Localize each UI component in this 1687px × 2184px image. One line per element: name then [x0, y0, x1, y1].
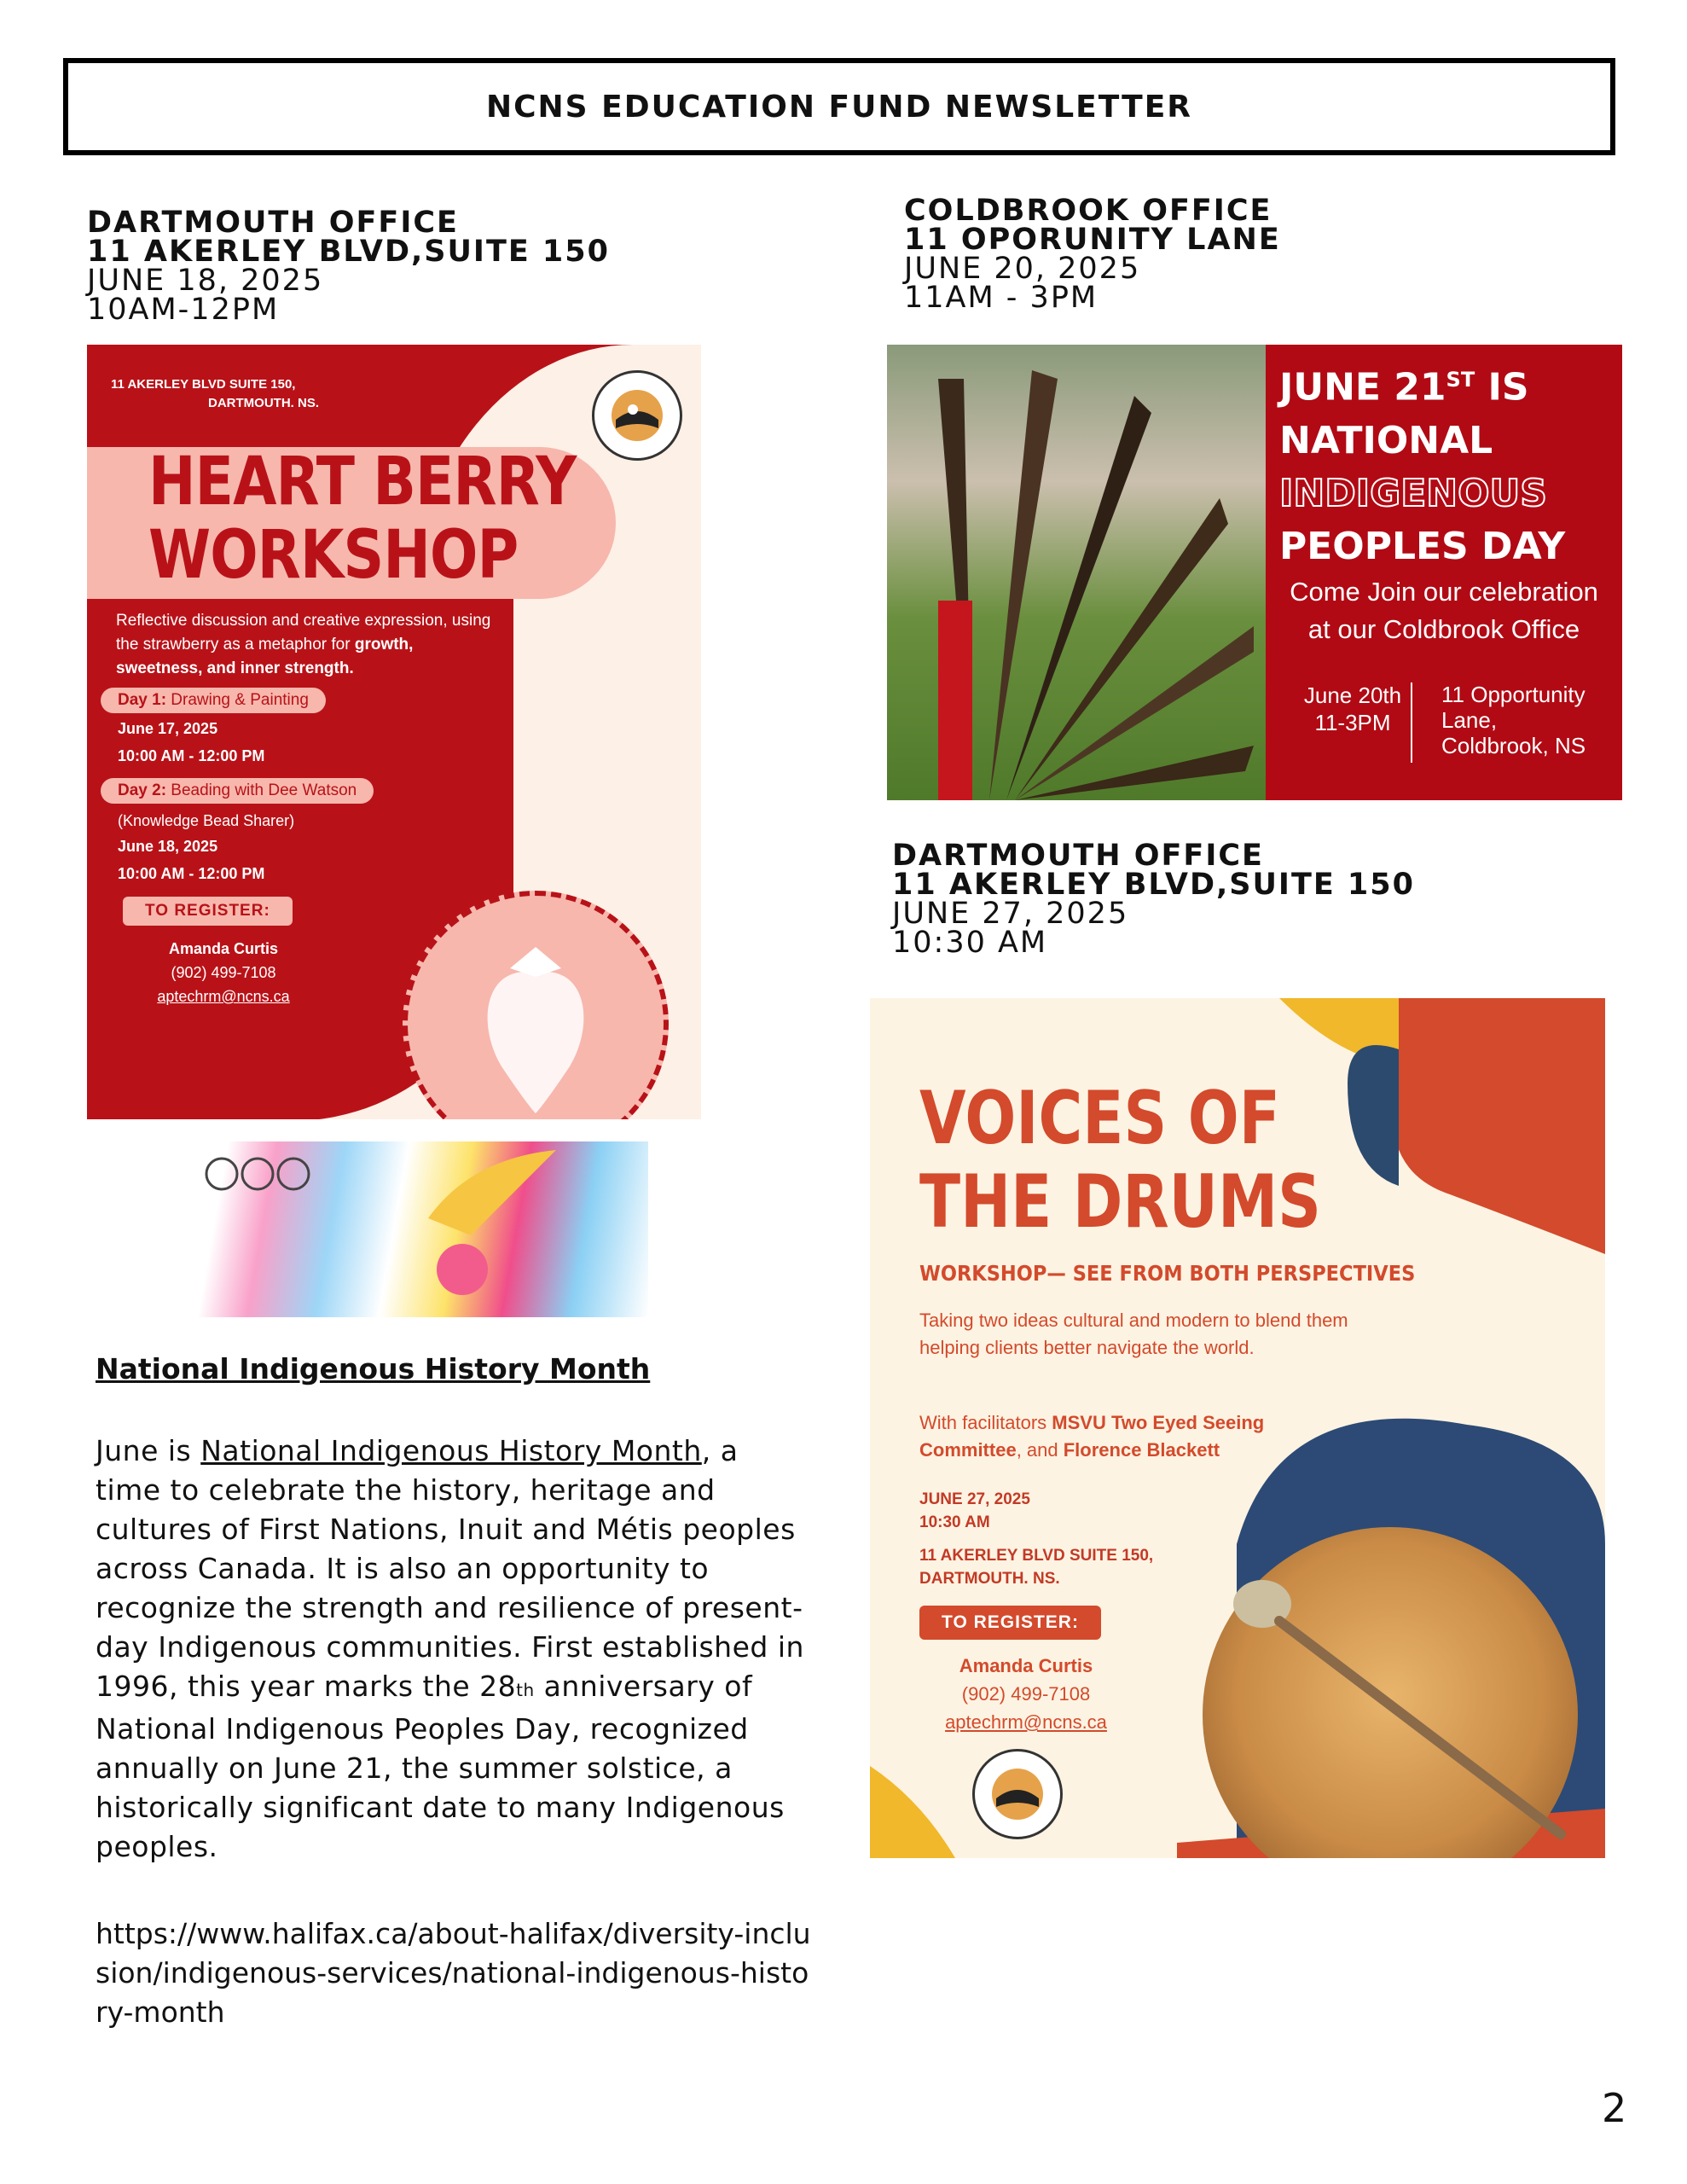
drums-datetime [919, 1488, 1030, 1534]
title-line: HEART BERRY [148, 444, 577, 520]
event-address: 11 OPORUNITY LANE [904, 223, 1281, 257]
day2-pill [101, 778, 374, 804]
newsletter-title: NCNS EDUCATION FUND NEWSLETTER [485, 89, 1193, 125]
title-line: VOICES OF [919, 1076, 1280, 1161]
contact-email[interactable]: aptechrm@ncns.ca [157, 988, 290, 1005]
event-date: JUNE 18, 2025 [87, 264, 324, 298]
contact-email[interactable]: aptechrm@ncns.ca [945, 1711, 1107, 1733]
address-line: DARTMOUTH. NS. [208, 396, 319, 410]
paragraph-text: June is [96, 1434, 201, 1467]
event-coldbrook-june20 [904, 194, 1281, 315]
drums-description: Taking two ideas cultural and modern to blend them helping clients better navigate the world. [919, 1310, 1348, 1358]
newsletter-header [63, 58, 1615, 155]
day2-time: 10:00 AM - 12:00 PM [118, 865, 265, 882]
address-line: 11 AKERLEY BLVD SUITE 150, [919, 1547, 1154, 1565]
event-time: 10:30 AM [892, 926, 1048, 960]
register-label: TO REGISTER: [919, 1606, 1101, 1640]
drums-time: 10:30 AM [919, 1513, 990, 1531]
headline-text: PEOPLES DAY [1279, 524, 1566, 568]
location-line: Lane, [1441, 707, 1498, 733]
source-url[interactable]: https://www.halifax.ca/about-halifax/diversity-inclusion/indigenous-services/national-indigenous-history-month [96, 1917, 811, 2029]
day1-date: June 17, 2025 [118, 720, 218, 737]
ipd-datetime [1284, 682, 1421, 736]
poster-address [111, 375, 319, 413]
contact-info [919, 1652, 1133, 1736]
contact-name: Amanda Curtis [168, 940, 279, 957]
event-time: 10AM-12PM [87, 293, 280, 327]
day-text: Beading with Dee Watson [166, 781, 357, 799]
day-label: Day 2: [118, 781, 167, 799]
contact-phone: (902) 499-7108 [171, 964, 276, 981]
facilitator-name: Florence Blackett [1063, 1439, 1220, 1461]
ipd-headline [1279, 353, 1565, 573]
ipd-location [1441, 682, 1586, 758]
headline-text: NATIONAL [1279, 418, 1493, 462]
register-label: TO REGISTER: [123, 897, 293, 926]
contact-phone: (902) 499-7108 [961, 1683, 1091, 1705]
aptec-logo-icon [972, 1749, 1063, 1839]
history-month-link[interactable]: National Indigenous History Month [200, 1434, 702, 1467]
address-line: 11 AKERLEY BLVD SUITE 150, [111, 377, 296, 392]
event-address: 11 AKERLEY BLVD,SUITE 150 [892, 868, 1415, 902]
history-paragraph [96, 1432, 812, 1867]
indigenous-month-banner [189, 1141, 648, 1317]
ordinal-suffix: th [516, 1680, 535, 1700]
day1-pill [101, 688, 326, 713]
drums-address [919, 1544, 1153, 1590]
page-number: 2 [1602, 2085, 1627, 2131]
ipd-poster [887, 345, 1622, 800]
heart-berry-poster [87, 345, 701, 1119]
headline-sup: ST [1446, 368, 1475, 392]
event-date: JUNE 27, 2025 [892, 897, 1129, 931]
event-dartmouth-june27 [892, 839, 1415, 960]
desc-emphasis: growth, sweetness, and inner strength. [116, 636, 414, 677]
event-dartmouth-june18 [87, 206, 610, 327]
history-heading: National Indigenous History Month [96, 1352, 651, 1385]
title-line: WORKSHOP [148, 517, 519, 594]
event-date: JUNE 20, 2025 [904, 252, 1141, 286]
poster-title [148, 445, 576, 592]
contact-name: Amanda Curtis [959, 1655, 1093, 1676]
ipd-invite [1266, 573, 1622, 648]
location-line: 11 Opportunity [1441, 682, 1586, 707]
location-line: Coldbrook, NS [1441, 733, 1586, 758]
day2-note: (Knowledge Bead Sharer) [118, 812, 295, 829]
event-office: DARTMOUTH OFFICE [87, 206, 459, 240]
event-office: DARTMOUTH OFFICE [892, 839, 1264, 873]
paragraph-text: anniversary of National Indigenous Peoples Day, recognized annually on June 21, the summer solstice, a historically significant date to many Indigenous peoples. [96, 1670, 785, 1863]
poster-description [116, 609, 491, 681]
headline-text: JUNE 21 [1279, 365, 1446, 410]
headline-outline-text: INDIGENOUS [1279, 471, 1547, 515]
facilitator-text: With facilitators [919, 1412, 1052, 1433]
desc-text: Reflective discussion and creative expression, using the strawberry as a metaphor for [116, 612, 491, 653]
contact-info [138, 937, 309, 1008]
drums-title [919, 1077, 1321, 1244]
facilitator-text: , and [1016, 1439, 1064, 1461]
invite-line: at our Coldbrook Office [1307, 614, 1580, 644]
aptec-logo-icon [592, 370, 682, 461]
event-address: 11 AKERLEY BLVD,SUITE 150 [87, 235, 610, 269]
drums-date: JUNE 27, 2025 [919, 1490, 1030, 1508]
feathers-photo [887, 345, 1266, 800]
drums-poster [870, 998, 1605, 1858]
invite-line: Come Join our celebration [1290, 577, 1598, 607]
day1-time: 10:00 AM - 12:00 PM [118, 747, 265, 764]
divider [1411, 682, 1412, 763]
strawberry-icon [403, 891, 669, 1119]
day-text: Drawing & Painting [166, 691, 309, 709]
ipd-date: June 20th [1303, 682, 1402, 708]
day2-date: June 18, 2025 [118, 838, 218, 855]
drum-icon [1203, 1527, 1578, 1858]
drums-facilitators [919, 1409, 1363, 1464]
event-office: COLDBROOK OFFICE [904, 194, 1272, 228]
facilitator-name: MSVU Two Eyed Seeing Committee [919, 1412, 1265, 1461]
paragraph-text: , a time to celebrate the history, heritage and cultures of First Nations, Inuit and Métis peoples across Canada. It is also an opportunity to recognize the strength and resilience of present-day Indigenous communities. First established in 1996, this year marks the 28 [96, 1434, 804, 1703]
title-line: THE DRUMS [919, 1159, 1321, 1245]
event-time: 11AM - 3PM [904, 281, 1099, 315]
drums-subtitle: WORKSHOP— SEE FROM BOTH PERSPECTIVES [919, 1261, 1416, 1286]
day-label: Day 1: [118, 691, 167, 709]
headline-text: IS [1475, 365, 1529, 410]
address-line: DARTMOUTH. NS. [919, 1570, 1060, 1588]
ipd-time: 11-3PM [1314, 710, 1391, 735]
